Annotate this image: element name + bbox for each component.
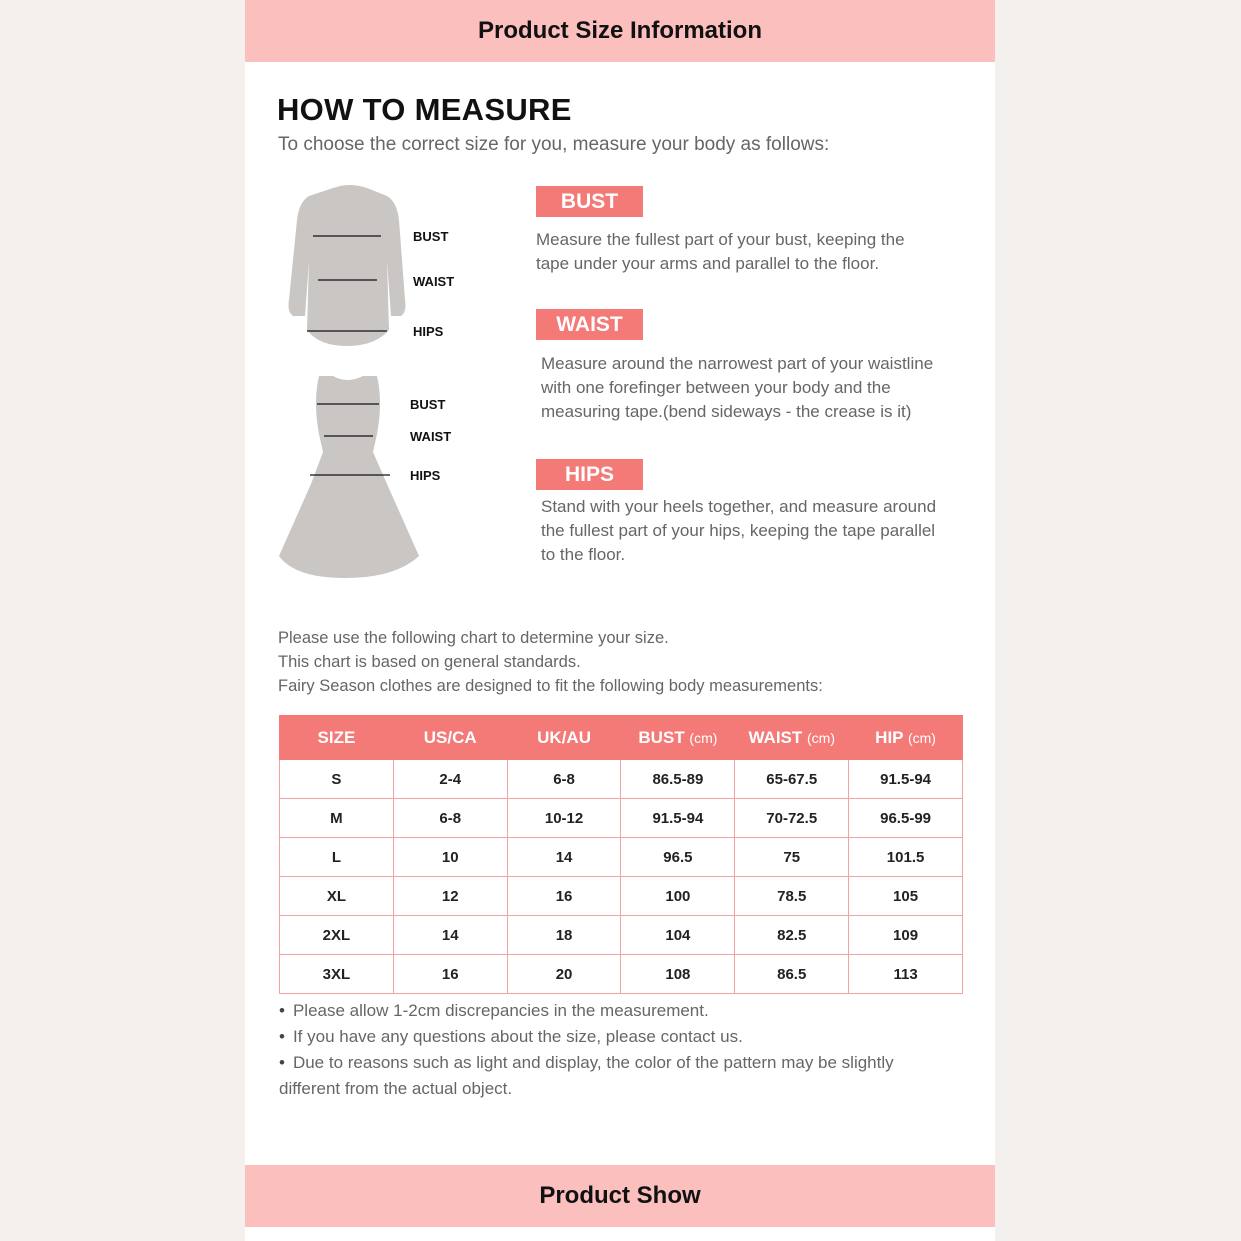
table-cell: 86.5 (735, 955, 849, 994)
table-row (280, 838, 963, 877)
table-cell: 96.5-99 (849, 799, 963, 838)
table-cell: L (280, 838, 394, 877)
chart-intro-line: Fairy Season clothes are designed to fit the following body measurements: (278, 677, 823, 695)
header-bust: BUST (cm) (621, 716, 735, 760)
bullet-icon: • (279, 1053, 285, 1072)
table-cell: 20 (507, 955, 621, 994)
table-cell: 91.5-94 (849, 760, 963, 799)
hips-description (541, 495, 971, 567)
table-row (280, 916, 963, 955)
header-size: SIZE (280, 716, 394, 760)
header-hip: HIP (cm) (849, 716, 963, 760)
table-cell: 2XL (280, 916, 394, 955)
table-cell: 82.5 (735, 916, 849, 955)
table-cell: 109 (849, 916, 963, 955)
dress-figure (275, 372, 475, 582)
header-unit: (cm) (689, 729, 718, 746)
table-cell: 2-4 (393, 760, 507, 799)
table-cell: 108 (621, 955, 735, 994)
table-cell: 14 (393, 916, 507, 955)
table-cell: 78.5 (735, 877, 849, 916)
bust-description (536, 228, 966, 276)
waist-description-line: with one forefinger between your body and the (541, 378, 891, 397)
table-cell: 3XL (280, 955, 394, 994)
table-cell: 113 (849, 955, 963, 994)
bullet-icon: • (279, 1001, 285, 1020)
size-chart-header-row (280, 716, 963, 760)
table-cell: 70-72.5 (735, 799, 849, 838)
table-cell: 14 (507, 838, 621, 877)
header-uk-au: UK/AU (507, 716, 621, 760)
table-cell: 105 (849, 877, 963, 916)
note-item: • Due to reasons such as light and display, the color of the pattern may be slightly (279, 1053, 894, 1072)
hips-description-line: the fullest part of your hips, keeping the tape parallel (541, 521, 936, 540)
top-figure-bust-label: BUST (413, 229, 449, 244)
waist-description-line: Measure around the narrowest part of your waistline (541, 354, 934, 373)
footer-title: Product Show (539, 1182, 701, 1209)
header-title: Product Size Information (477, 17, 762, 44)
header-waist: WAIST (cm) (735, 716, 849, 760)
table-cell: 18 (507, 916, 621, 955)
hips-tag: HIPS (536, 459, 643, 490)
waist-description-line: measuring tape.(bend sideways - the crease is it) (541, 402, 912, 421)
header-unit: (cm) (807, 729, 836, 746)
table-cell: 16 (393, 955, 507, 994)
bust-tag: BUST (536, 186, 643, 217)
size-info-page (245, 0, 995, 1241)
table-cell: 86.5-89 (621, 760, 735, 799)
table-cell: 6-8 (393, 799, 507, 838)
top-figure-hips-label: HIPS (413, 324, 444, 339)
table-cell: 16 (507, 877, 621, 916)
table-row (280, 760, 963, 799)
chart-intro-line: This chart is based on general standards. (278, 653, 581, 671)
table-cell: 101.5 (849, 838, 963, 877)
table-cell: 65-67.5 (735, 760, 849, 799)
table-row (280, 955, 963, 994)
size-notes (279, 998, 969, 1102)
top-garment-figure (275, 180, 475, 350)
size-chart-table (279, 715, 963, 994)
table-cell: 100 (621, 877, 735, 916)
bust-description-line: Measure the fullest part of your bust, keeping the (536, 230, 905, 249)
hips-description-line: Stand with your heels together, and measure around (541, 497, 937, 516)
bullet-icon: • (279, 1027, 285, 1046)
dress-figure-bust-label: BUST (410, 397, 446, 412)
waist-description (541, 352, 971, 424)
top-figure-waist-label: WAIST (413, 274, 455, 289)
note-item: • If you have any questions about the size, please contact us. (279, 1027, 743, 1046)
measure-subtitle: To choose the correct size for you, measure your body as follows: (278, 134, 830, 155)
header-unit: (cm) (907, 729, 936, 746)
bust-description-line: tape under your arms and parallel to the floor. (536, 254, 880, 273)
table-cell: 6-8 (507, 760, 621, 799)
table-cell: S (280, 760, 394, 799)
dress-figure-hips-label: HIPS (410, 468, 441, 483)
long-sleeve-top-icon (275, 180, 475, 350)
measure-title: HOW TO MEASURE (277, 92, 572, 127)
chart-intro-line: Please use the following chart to determine your size. (278, 629, 669, 647)
header-us-ca: US/CA (393, 716, 507, 760)
table-cell: 96.5 (621, 838, 735, 877)
note-continuation: different from the actual object. (279, 1079, 513, 1098)
dress-figure-waist-label: WAIST (410, 429, 452, 444)
table-cell: XL (280, 877, 394, 916)
table-cell: 10 (393, 838, 507, 877)
table-row (280, 799, 963, 838)
table-cell: M (280, 799, 394, 838)
header-banner (245, 0, 995, 62)
chart-intro (278, 626, 823, 698)
table-cell: 91.5-94 (621, 799, 735, 838)
table-cell: 104 (621, 916, 735, 955)
table-row (280, 877, 963, 916)
table-cell: 10-12 (507, 799, 621, 838)
note-item: • Please allow 1-2cm discrepancies in the measurement. (279, 1001, 709, 1020)
waist-tag: WAIST (536, 309, 643, 340)
table-cell: 12 (393, 877, 507, 916)
table-cell: 75 (735, 838, 849, 877)
footer-banner (245, 1165, 995, 1227)
hips-description-line: to the floor. (541, 545, 626, 564)
